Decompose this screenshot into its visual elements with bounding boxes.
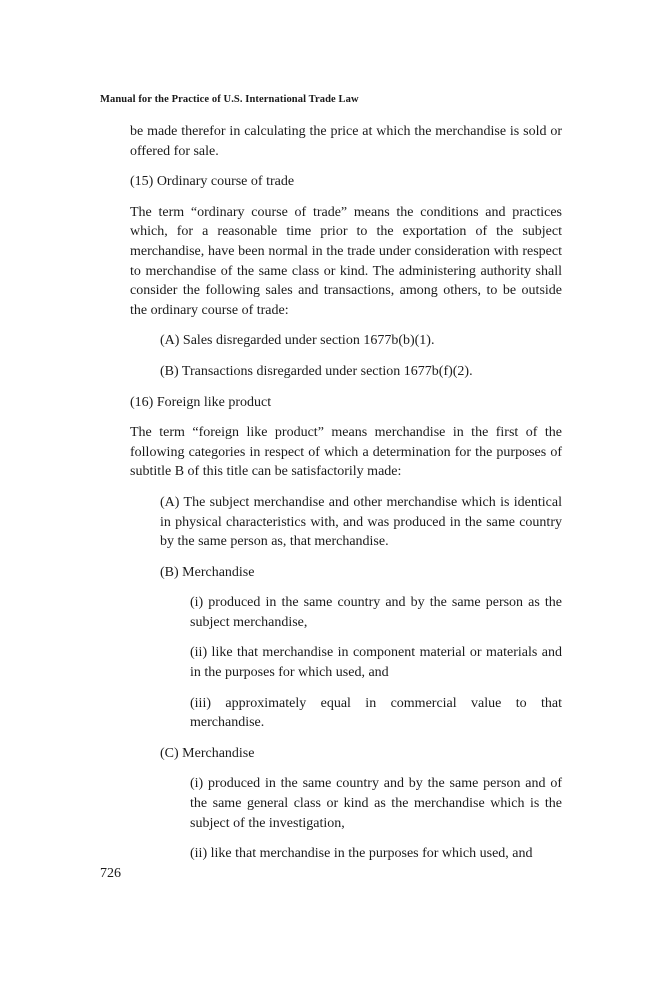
clause-16-c-i: (i) produced in the same country and by the same person and of the same general class or kind as the merchandise which is the subject of the investigation, <box>190 776 562 831</box>
page-number: 726 <box>100 866 121 881</box>
clause-16-c-ii: (ii) like that merchandise in the purposes for which used, and <box>190 846 533 862</box>
clause-15-a: (A) Sales disregarded under section 1677b(b)(1). <box>160 333 435 349</box>
running-head: Manual for the Practice of U.S. International Trade Law <box>100 94 359 105</box>
clause-16-b: (B) Merchandise <box>160 564 255 580</box>
clause-16-a: (A) The subject merchandise and other merchandise which is identical in physical characteristics with, and was produced in the same country by the same person as, that merchandise. <box>160 494 562 550</box>
paragraph-foreign-like-product-definition: The term “foreign like product” means merchandise in the first of the following categories in respect of which a determination for the purposes of subtitle B of this title can be satisfactorily made: <box>130 425 562 480</box>
clause-15-b: (B) Transactions disregarded under section 1677b(f)(2). <box>160 363 473 379</box>
clause-16-c: (C) Merchandise <box>160 745 255 761</box>
heading-foreign-like-product: (16) Foreign like product <box>130 394 272 410</box>
paragraph-ordinary-course-definition: The term “ordinary course of trade” means the conditions and practices which, for a reasonable time prior to the exportation of the subject merchandise, have been normal in the trade under consideration with respect to merchandise of the same class or kind. The administering authority shall consider the following sales and transactions, among others, to be outside the ordinary course of trade: <box>130 204 562 318</box>
paragraph-continuation: be made therefor in calculating the price at which the merchandise is sold or offered for sale. <box>130 124 562 159</box>
heading-ordinary-course-of-trade: (15) Ordinary course of trade <box>130 174 295 190</box>
clause-16-b-ii: (ii) like that merchandise in component material or materials and in the purposes for which used, and <box>190 645 562 681</box>
clause-16-b-iii: (iii) approximately equal in commercial value to that merchandise. <box>190 695 562 731</box>
page-body <box>130 122 562 875</box>
clause-16-b-i: (i) produced in the same country and by the same person as the subject merchandise, <box>190 595 562 630</box>
